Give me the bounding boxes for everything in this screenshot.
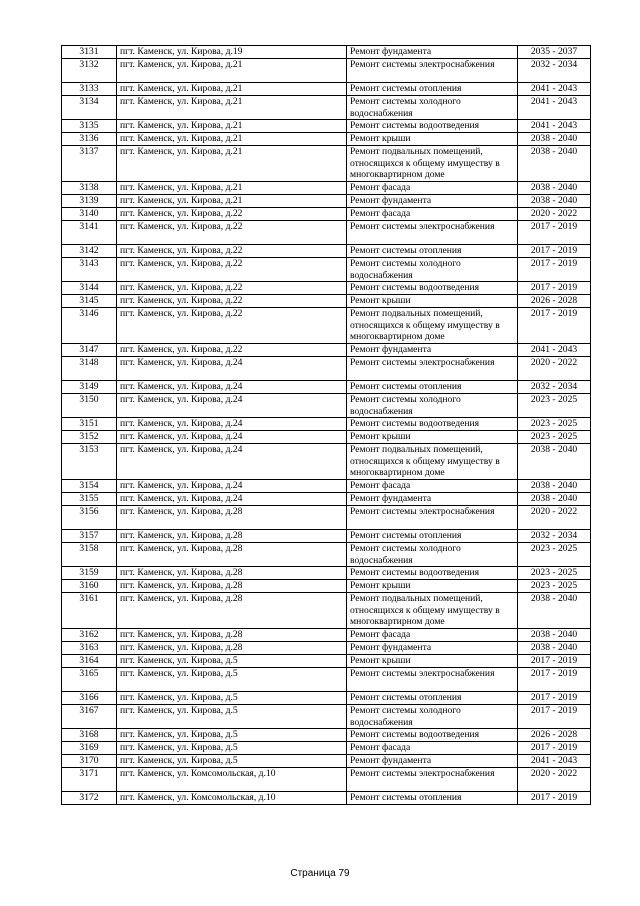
- work-type-cell: Ремонт системы электроснабжения: [347, 59, 518, 83]
- work-type-cell: Ремонт системы электроснабжения: [347, 506, 518, 530]
- address-cell: пгт. Каменск, ул. Кирова, д.22: [117, 295, 347, 308]
- table-row: [62, 792, 591, 805]
- period-cell: 2038 - 2040: [518, 480, 591, 493]
- table-row: [62, 418, 591, 431]
- work-type-cell: Ремонт системы водоотведения: [347, 418, 518, 431]
- row-number-cell: 3149: [62, 381, 117, 394]
- table-row: [62, 258, 591, 282]
- period-cell: 2038 - 2040: [518, 444, 591, 480]
- address-cell: пгт. Каменск, ул. Кирова, д.21: [117, 83, 347, 96]
- work-type-cell: Ремонт фундамента: [347, 642, 518, 655]
- address-cell: пгт. Каменск, ул. Кирова, д.5: [117, 692, 347, 705]
- row-number-cell: 3150: [62, 394, 117, 418]
- work-type-cell: Ремонт системы водоотведения: [347, 120, 518, 133]
- row-number-cell: 3144: [62, 282, 117, 295]
- table-row: [62, 182, 591, 195]
- table-row: [62, 208, 591, 221]
- table-row: [62, 543, 591, 567]
- row-number-cell: 3168: [62, 729, 117, 742]
- period-cell: 2038 - 2040: [518, 182, 591, 195]
- work-type-cell: Ремонт подвальных помещений, относящихся к общему имуществу в многоквартирном доме: [347, 593, 518, 629]
- period-cell: 2038 - 2040: [518, 195, 591, 208]
- period-cell: 2017 - 2019: [518, 308, 591, 344]
- address-cell: пгт. Каменск, ул. Кирова, д.28: [117, 530, 347, 543]
- work-type-cell: Ремонт крыши: [347, 295, 518, 308]
- work-type-cell: Ремонт системы электроснабжения: [347, 221, 518, 245]
- row-number-cell: 3152: [62, 431, 117, 444]
- table-row: [62, 580, 591, 593]
- period-cell: 2038 - 2040: [518, 593, 591, 629]
- work-type-cell: Ремонт фундамента: [347, 493, 518, 506]
- period-cell: 2023 - 2025: [518, 431, 591, 444]
- table-row: [62, 344, 591, 357]
- work-type-cell: Ремонт подвальных помещений, относящихся к общему имуществу в многоквартирном доме: [347, 308, 518, 344]
- period-cell: 2041 - 2043: [518, 96, 591, 120]
- period-cell: 2041 - 2043: [518, 120, 591, 133]
- row-number-cell: 3170: [62, 755, 117, 768]
- row-number-cell: 3141: [62, 221, 117, 245]
- address-cell: пгт. Каменск, ул. Кирова, д.28: [117, 593, 347, 629]
- row-number-cell: 3162: [62, 629, 117, 642]
- period-cell: 2041 - 2043: [518, 755, 591, 768]
- work-type-cell: Ремонт фундамента: [347, 755, 518, 768]
- address-cell: пгт. Каменск, ул. Кирова, д.24: [117, 394, 347, 418]
- work-type-cell: Ремонт системы холодного водоснабжения: [347, 543, 518, 567]
- table-row: [62, 221, 591, 245]
- work-type-cell: Ремонт фасада: [347, 182, 518, 195]
- work-type-cell: Ремонт системы водоотведения: [347, 729, 518, 742]
- address-cell: пгт. Каменск, ул. Кирова, д.22: [117, 221, 347, 245]
- work-type-cell: Ремонт системы электроснабжения: [347, 668, 518, 692]
- row-number-cell: 3151: [62, 418, 117, 431]
- work-type-cell: Ремонт подвальных помещений, относящихся к общему имуществу в многоквартирном доме: [347, 146, 518, 182]
- period-cell: 2017 - 2019: [518, 245, 591, 258]
- table-row: [62, 629, 591, 642]
- row-number-cell: 3164: [62, 655, 117, 668]
- table-row: [62, 668, 591, 692]
- row-number-cell: 3147: [62, 344, 117, 357]
- period-cell: 2017 - 2019: [518, 221, 591, 245]
- row-number-cell: 3140: [62, 208, 117, 221]
- period-cell: 2017 - 2019: [518, 742, 591, 755]
- period-cell: 2023 - 2025: [518, 394, 591, 418]
- period-cell: 2035 - 2037: [518, 46, 591, 59]
- address-cell: пгт. Каменск, ул. Кирова, д.5: [117, 742, 347, 755]
- address-cell: пгт. Каменск, ул. Кирова, д.5: [117, 729, 347, 742]
- work-type-cell: Ремонт крыши: [347, 655, 518, 668]
- row-number-cell: 3139: [62, 195, 117, 208]
- table-row: [62, 308, 591, 344]
- table-row: [62, 768, 591, 792]
- address-cell: пгт. Каменск, ул. Кирова, д.22: [117, 258, 347, 282]
- address-cell: пгт. Каменск, ул. Кирова, д.22: [117, 344, 347, 357]
- address-cell: пгт. Каменск, ул. Кирова, д.21: [117, 96, 347, 120]
- period-cell: 2032 - 2034: [518, 530, 591, 543]
- page-number: Страница 79: [290, 868, 350, 879]
- address-cell: пгт. Каменск, ул. Кирова, д.24: [117, 493, 347, 506]
- work-type-cell: Ремонт крыши: [347, 580, 518, 593]
- row-number-cell: 3165: [62, 668, 117, 692]
- row-number-cell: 3136: [62, 133, 117, 146]
- table-row: [62, 742, 591, 755]
- work-type-cell: Ремонт системы холодного водоснабжения: [347, 258, 518, 282]
- table-row: [62, 46, 591, 59]
- row-number-cell: 3143: [62, 258, 117, 282]
- row-number-cell: 3172: [62, 792, 117, 805]
- row-number-cell: 3134: [62, 96, 117, 120]
- work-type-cell: Ремонт системы водоотведения: [347, 567, 518, 580]
- work-type-cell: Ремонт фундамента: [347, 46, 518, 59]
- table-row: [62, 567, 591, 580]
- work-type-cell: Ремонт фасада: [347, 629, 518, 642]
- address-cell: пгт. Каменск, ул. Кирова, д.5: [117, 655, 347, 668]
- period-cell: 2020 - 2022: [518, 357, 591, 381]
- period-cell: 2020 - 2022: [518, 208, 591, 221]
- address-cell: пгт. Каменск, ул. Кирова, д.28: [117, 642, 347, 655]
- work-type-cell: Ремонт системы отопления: [347, 530, 518, 543]
- work-type-cell: Ремонт системы отопления: [347, 692, 518, 705]
- row-number-cell: 3133: [62, 83, 117, 96]
- work-type-cell: Ремонт системы отопления: [347, 792, 518, 805]
- table-row: [62, 655, 591, 668]
- table-row: [62, 493, 591, 506]
- table-row: [62, 642, 591, 655]
- period-cell: 2023 - 2025: [518, 567, 591, 580]
- table-row: [62, 431, 591, 444]
- table-body: [62, 46, 591, 805]
- address-cell: пгт. Каменск, ул. Кирова, д.24: [117, 480, 347, 493]
- address-cell: пгт. Каменск, ул. Кирова, д.28: [117, 543, 347, 567]
- work-type-cell: Ремонт системы холодного водоснабжения: [347, 705, 518, 729]
- row-number-cell: 3138: [62, 182, 117, 195]
- period-cell: 2026 - 2028: [518, 729, 591, 742]
- table-row: [62, 146, 591, 182]
- address-cell: пгт. Каменск, ул. Кирова, д.28: [117, 629, 347, 642]
- period-cell: 2017 - 2019: [518, 282, 591, 295]
- table-row: [62, 394, 591, 418]
- table-row: [62, 195, 591, 208]
- work-type-cell: Ремонт фундамента: [347, 344, 518, 357]
- period-cell: 2023 - 2025: [518, 580, 591, 593]
- address-cell: пгт. Каменск, ул. Кирова, д.21: [117, 195, 347, 208]
- row-number-cell: 3166: [62, 692, 117, 705]
- repair-schedule-table: [61, 45, 591, 805]
- row-number-cell: 3153: [62, 444, 117, 480]
- row-number-cell: 3171: [62, 768, 117, 792]
- work-type-cell: Ремонт фундамента: [347, 195, 518, 208]
- period-cell: 2017 - 2019: [518, 705, 591, 729]
- address-cell: пгт. Каменск, ул. Кирова, д.5: [117, 755, 347, 768]
- table-row: [62, 96, 591, 120]
- row-number-cell: 3156: [62, 506, 117, 530]
- period-cell: 2017 - 2019: [518, 792, 591, 805]
- period-cell: 2017 - 2019: [518, 668, 591, 692]
- period-cell: 2038 - 2040: [518, 146, 591, 182]
- row-number-cell: 3167: [62, 705, 117, 729]
- address-cell: пгт. Каменск, ул. Кирова, д.22: [117, 308, 347, 344]
- work-type-cell: Ремонт системы электроснабжения: [347, 357, 518, 381]
- table-row: [62, 506, 591, 530]
- address-cell: пгт. Каменск, ул. Комсомольская, д.10: [117, 768, 347, 792]
- row-number-cell: 3158: [62, 543, 117, 567]
- period-cell: 2038 - 2040: [518, 629, 591, 642]
- table-row: [62, 444, 591, 480]
- period-cell: 2020 - 2022: [518, 768, 591, 792]
- address-cell: пгт. Каменск, ул. Кирова, д.28: [117, 567, 347, 580]
- row-number-cell: 3135: [62, 120, 117, 133]
- address-cell: пгт. Каменск, ул. Кирова, д.24: [117, 381, 347, 394]
- row-number-cell: 3157: [62, 530, 117, 543]
- period-cell: 2023 - 2025: [518, 543, 591, 567]
- work-type-cell: Ремонт крыши: [347, 431, 518, 444]
- work-type-cell: Ремонт фасада: [347, 480, 518, 493]
- table-row: [62, 729, 591, 742]
- address-cell: пгт. Каменск, ул. Кирова, д.21: [117, 59, 347, 83]
- row-number-cell: 3159: [62, 567, 117, 580]
- period-cell: 2023 - 2025: [518, 418, 591, 431]
- table-row: [62, 692, 591, 705]
- work-type-cell: Ремонт системы водоотведения: [347, 282, 518, 295]
- address-cell: пгт. Каменск, ул. Кирова, д.21: [117, 133, 347, 146]
- address-cell: пгт. Каменск, ул. Кирова, д.22: [117, 282, 347, 295]
- row-number-cell: 3132: [62, 59, 117, 83]
- table-row: [62, 381, 591, 394]
- table-row: [62, 480, 591, 493]
- work-type-cell: Ремонт системы холодного водоснабжения: [347, 394, 518, 418]
- row-number-cell: 3154: [62, 480, 117, 493]
- work-type-cell: Ремонт крыши: [347, 133, 518, 146]
- period-cell: 2032 - 2034: [518, 59, 591, 83]
- work-type-cell: Ремонт фасада: [347, 742, 518, 755]
- period-cell: 2026 - 2028: [518, 295, 591, 308]
- address-cell: пгт. Каменск, ул. Кирова, д.22: [117, 208, 347, 221]
- address-cell: пгт. Каменск, ул. Кирова, д.28: [117, 580, 347, 593]
- table-row: [62, 530, 591, 543]
- address-cell: пгт. Каменск, ул. Кирова, д.24: [117, 431, 347, 444]
- row-number-cell: 3160: [62, 580, 117, 593]
- period-cell: 2017 - 2019: [518, 258, 591, 282]
- table-row: [62, 83, 591, 96]
- period-cell: 2032 - 2034: [518, 381, 591, 394]
- row-number-cell: 3137: [62, 146, 117, 182]
- row-number-cell: 3145: [62, 295, 117, 308]
- period-cell: 2020 - 2022: [518, 506, 591, 530]
- work-type-cell: Ремонт фасада: [347, 208, 518, 221]
- period-cell: 2038 - 2040: [518, 133, 591, 146]
- address-cell: пгт. Каменск, ул. Кирова, д.19: [117, 46, 347, 59]
- period-cell: 2017 - 2019: [518, 655, 591, 668]
- address-cell: пгт. Каменск, ул. Кирова, д.21: [117, 146, 347, 182]
- work-type-cell: Ремонт системы холодного водоснабжения: [347, 96, 518, 120]
- table-row: [62, 245, 591, 258]
- table-row: [62, 59, 591, 83]
- work-type-cell: Ремонт системы отопления: [347, 245, 518, 258]
- address-cell: пгт. Каменск, ул. Кирова, д.21: [117, 120, 347, 133]
- address-cell: пгт. Каменск, ул. Комсомольская, д.10: [117, 792, 347, 805]
- table-row: [62, 593, 591, 629]
- address-cell: пгт. Каменск, ул. Кирова, д.28: [117, 506, 347, 530]
- period-cell: 2041 - 2043: [518, 344, 591, 357]
- table-row: [62, 755, 591, 768]
- address-cell: пгт. Каменск, ул. Кирова, д.22: [117, 245, 347, 258]
- address-cell: пгт. Каменск, ул. Кирова, д.24: [117, 357, 347, 381]
- period-cell: 2017 - 2019: [518, 692, 591, 705]
- work-type-cell: Ремонт подвальных помещений, относящихся к общему имуществу в многоквартирном доме: [347, 444, 518, 480]
- table-row: [62, 133, 591, 146]
- table-row: [62, 120, 591, 133]
- work-type-cell: Ремонт системы электроснабжения: [347, 768, 518, 792]
- row-number-cell: 3169: [62, 742, 117, 755]
- table-row: [62, 357, 591, 381]
- address-cell: пгт. Каменск, ул. Кирова, д.5: [117, 705, 347, 729]
- address-cell: пгт. Каменск, ул. Кирова, д.21: [117, 182, 347, 195]
- row-number-cell: 3142: [62, 245, 117, 258]
- period-cell: 2041 - 2043: [518, 83, 591, 96]
- address-cell: пгт. Каменск, ул. Кирова, д.24: [117, 444, 347, 480]
- row-number-cell: 3155: [62, 493, 117, 506]
- table-row: [62, 705, 591, 729]
- table-row: [62, 282, 591, 295]
- address-cell: пгт. Каменск, ул. Кирова, д.5: [117, 668, 347, 692]
- row-number-cell: 3163: [62, 642, 117, 655]
- address-cell: пгт. Каменск, ул. Кирова, д.24: [117, 418, 347, 431]
- period-cell: 2038 - 2040: [518, 642, 591, 655]
- row-number-cell: 3131: [62, 46, 117, 59]
- row-number-cell: 3161: [62, 593, 117, 629]
- row-number-cell: 3148: [62, 357, 117, 381]
- table-row: [62, 295, 591, 308]
- work-type-cell: Ремонт системы отопления: [347, 381, 518, 394]
- period-cell: 2038 - 2040: [518, 493, 591, 506]
- work-type-cell: Ремонт системы отопления: [347, 83, 518, 96]
- row-number-cell: 3146: [62, 308, 117, 344]
